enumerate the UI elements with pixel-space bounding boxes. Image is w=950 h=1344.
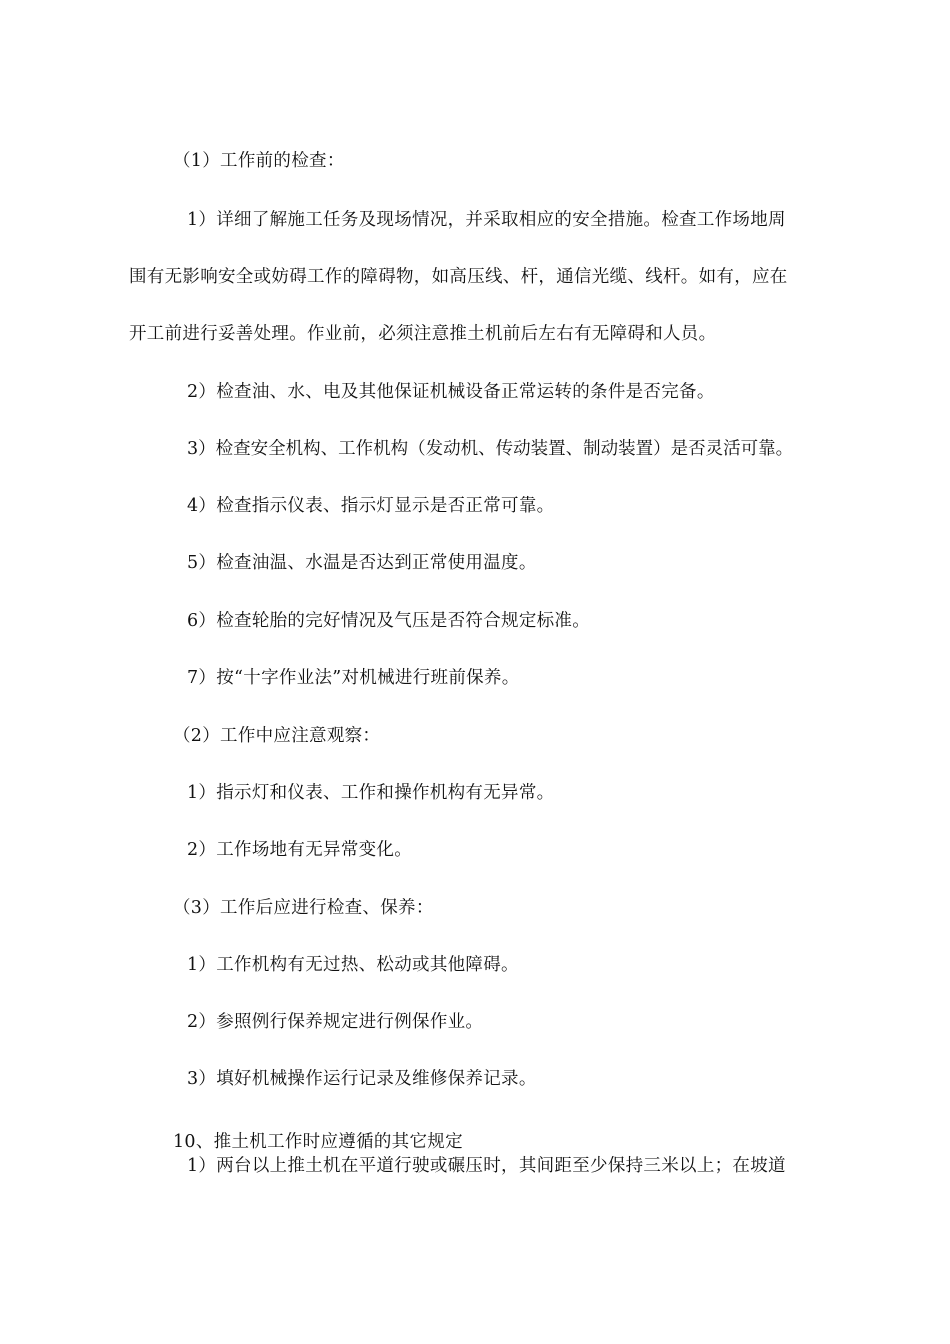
section-1-item-1-line-2: 围有无影响安全或妨碍工作的障碍物，如高压线、杆，通信光缆、线杆。如有，应在 xyxy=(129,267,788,287)
section-3-item-1: 1）工作机构有无过热、松动或其他障碍。 xyxy=(187,955,519,975)
section-2-heading: （2）工作中应注意观察： xyxy=(173,726,381,746)
section-1-item-1-line-1: 1）详细了解施工任务及现场情况，并采取相应的安全措施。检查工作场地周 xyxy=(187,210,786,230)
section-1-item-6: 6）检查轮胎的完好情况及气压是否符合规定标准。 xyxy=(187,611,591,631)
section-1-item-7: 7）按“十字作业法”对机械进行班前保养。 xyxy=(187,668,520,688)
section-3-item-3: 3）填好机械操作运行记录及维修保养记录。 xyxy=(187,1069,537,1089)
section-1-item-5: 5）检查油温、水温是否达到正常使用温度。 xyxy=(187,553,537,573)
section-1-item-3: 3）检查安全机构、工作机构（发动机、传动装置、制动装置）是否灵活可靠。 xyxy=(187,439,794,459)
section-10-item-1: 1）两台以上推土机在平道行驶或碾压时，其间距至少保持三米以上；在坡道 xyxy=(187,1156,786,1176)
section-1-item-2: 2）检查油、水、电及其他保证机械设备正常运转的条件是否完备。 xyxy=(187,382,715,402)
section-1-item-1-line-3: 开工前进行妥善处理。作业前，必须注意推土机前后左右有无障碍和人员。 xyxy=(129,324,717,344)
section-1-item-4: 4）检查指示仪表、指示灯显示是否正常可靠。 xyxy=(187,496,555,516)
section-2-item-2: 2）工作场地有无异常变化。 xyxy=(187,840,413,860)
section-10-heading: 10、推土机工作时应遵循的其它规定 xyxy=(173,1132,463,1152)
section-2-item-1: 1）指示灯和仪表、工作和操作机构有无异常。 xyxy=(187,783,555,803)
section-1-heading: （1）工作前的检查： xyxy=(173,151,345,171)
section-3-heading: （3）工作后应进行检查、保养： xyxy=(173,898,434,918)
section-3-item-2: 2）参照例行保养规定进行例保作业。 xyxy=(187,1012,484,1032)
